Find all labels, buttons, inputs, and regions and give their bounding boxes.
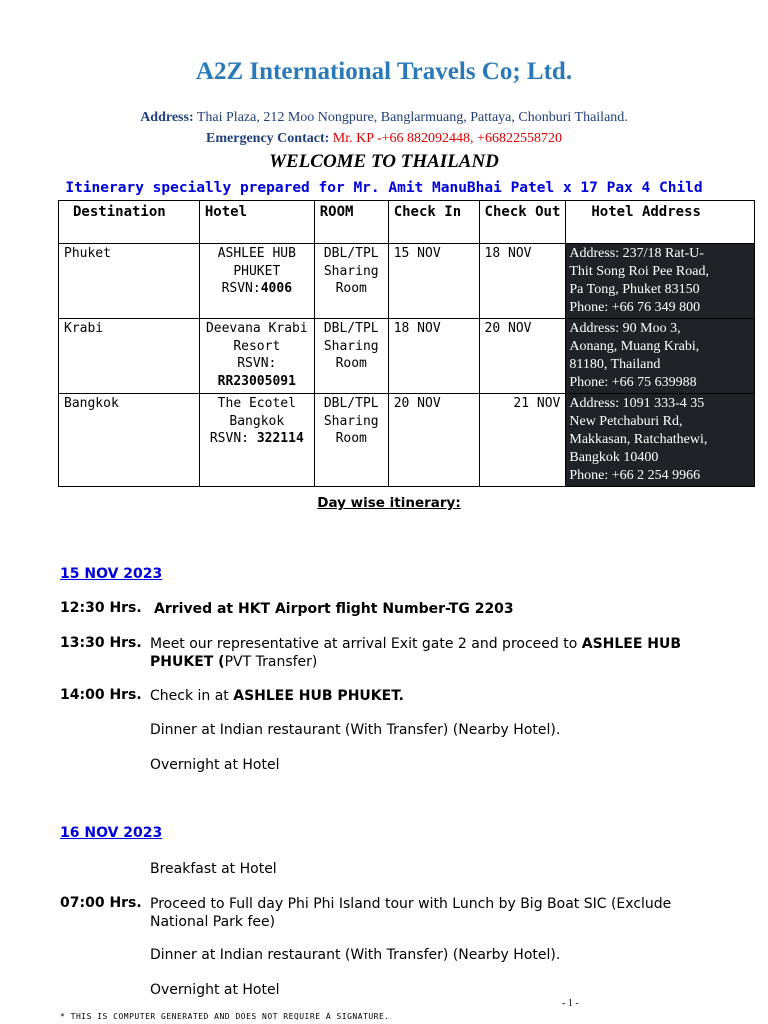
emergency-label: Emergency Contact: [206,131,330,146]
table-row [59,244,755,319]
table-header-row [59,201,755,244]
company-name: A2Z International Travels Co; Ltd. [195,58,573,85]
address-line: 81180, Thailand [569,357,661,372]
event-text: Overnight at Hotel [150,757,280,773]
event-text: Proceed to Full day Phi Phi Island tour with Lunch by Big Boat SIC (Exclude National Park fee) [150,896,672,930]
event-text-part: Check in at [150,688,234,704]
address-line: Address: 237/18 Rat-U- [569,246,704,261]
company-address [0,110,768,126]
event-text [150,687,710,705]
hotel-name-line: PHUKET [233,263,281,279]
event-text: Arrived at HKT Airport flight Number-TG 2203 [154,601,514,617]
day-wise-title: Day wise itinerary: [317,495,461,511]
room-line: Room [335,356,367,371]
address-line: Address: 90 Moo 3, [569,321,681,336]
room-cell [314,394,388,487]
room-line: DBL/TPL [323,396,379,411]
rsvn-number: 322114 [256,431,304,446]
hotel-name-bold: ASHLEE HUB PHUKET ( [150,636,682,670]
check-out-cell: 18 NOV [479,244,566,319]
room-line: DBL/TPL [323,321,379,336]
destination-cell: Phuket [59,244,200,319]
address-line: Makkasan, Ratchathewi, [569,432,708,447]
event-time: 12:30 Hrs. [60,600,142,616]
hotel-name-line: Deevana Krabi [205,321,308,336]
hotel-address-cell [566,244,755,319]
address-value: Thai Plaza, 212 Moo Nongpure, Banglarmuang, Pattaya, Chonburi Thailand. [196,110,628,125]
hotel-cell [199,244,314,319]
welcome-heading: WELCOME TO THAILAND [269,151,499,172]
header-room: ROOM [314,201,388,244]
event-text: Breakfast at Hotel [150,861,277,877]
event-time: 13:30 Hrs. [60,635,142,651]
emergency-contact [0,131,768,147]
address-line: Thit Song Roi Pee Road, [569,264,709,279]
rsvn-label: RSVN: [209,431,249,446]
event-time: 14:00 Hrs. [60,687,142,703]
hotel-name-line: Bangkok [229,413,285,429]
address-label: Address: [140,110,194,125]
hotel-name-line: ASHLEE HUB [217,246,296,261]
rsvn-line [205,280,309,298]
rsvn-label: RSVN: [237,356,277,371]
destination-cell: Bangkok [59,394,200,487]
header-hotel-address: Hotel Address [566,201,755,244]
day-date: 15 NOV 2023 [60,566,163,582]
address-line: Phone: +66 76 349 800 [569,300,701,315]
check-in-cell: 18 NOV [388,319,479,394]
address-line: Phone: +66 2 254 9966 [569,468,701,483]
event-text: Dinner at Indian restaurant (With Transfer) (Nearby Hotel). [150,947,561,963]
emergency-value: Mr. KP -+66 882092448, +66822558720 [332,131,562,146]
hotel-table [58,200,755,487]
footer-note: * THIS IS COMPUTER GENERATED AND DOES NOT REQUIRE A SIGNATURE. [60,1012,390,1021]
itinerary-for: Itinerary specially prepared for Mr. Amit ManuBhai Patel x 17 Pax 4 Child [65,180,703,196]
address-line: Bangkok 10400 [569,450,659,465]
check-out-cell: 21 NOV [479,394,566,487]
day-date: 16 NOV 2023 [60,825,163,841]
room-cell [314,244,388,319]
room-cell [314,319,388,394]
room-line: Room [335,281,367,296]
room-line: Sharing [323,413,379,429]
check-out-cell: 20 NOV [479,319,566,394]
address-line: Phone: +66 75 639988 [569,375,697,390]
hotel-name-line: The Ecotel [217,396,296,411]
header-destination: Destination [59,201,200,244]
event-text: Overnight at Hotel [150,982,280,998]
address-line: Address: 1091 333-4 35 [569,396,705,411]
hotel-address-cell [566,319,755,394]
hotel-cell [199,394,314,487]
room-line: DBL/TPL [323,246,379,261]
event-text-part: Meet our representative at arrival Exit gate 2 and proceed to [150,636,582,652]
header-check-out: Check Out [479,201,566,244]
check-in-cell: 20 NOV [388,394,479,487]
rsvn-line [205,430,309,448]
table-row [59,319,755,394]
rsvn-number: RR23005091 [217,373,296,389]
header-check-in: Check In [388,201,479,244]
page-number: - 1 - [562,998,579,1009]
table-row [59,394,755,487]
hotel-name-line: Resort [233,338,281,354]
header-hotel: Hotel [199,201,314,244]
hotel-cell [199,319,314,394]
rsvn-label: RSVN: [221,281,261,296]
rsvn-number: 4006 [260,281,293,296]
hotel-address-cell [566,394,755,487]
room-line: Room [335,431,367,446]
hotel-name-bold: ASHLEE HUB PHUKET. [233,688,404,704]
event-text [150,635,710,671]
event-text-part: PVT Transfer) [224,654,318,670]
room-line: Sharing [323,338,379,354]
event-text: Dinner at Indian restaurant (With Transfer) (Nearby Hotel). [150,722,561,738]
room-line: Sharing [323,263,379,279]
address-line: Pa Tong, Phuket 83150 [569,282,700,297]
event-time: 07:00 Hrs. [60,895,142,911]
address-line: Aonang, Muang Krabi, [569,339,700,354]
destination-cell: Krabi [59,319,200,394]
check-in-cell: 15 NOV [388,244,479,319]
address-line: New Petchaburi Rd, [569,414,683,429]
